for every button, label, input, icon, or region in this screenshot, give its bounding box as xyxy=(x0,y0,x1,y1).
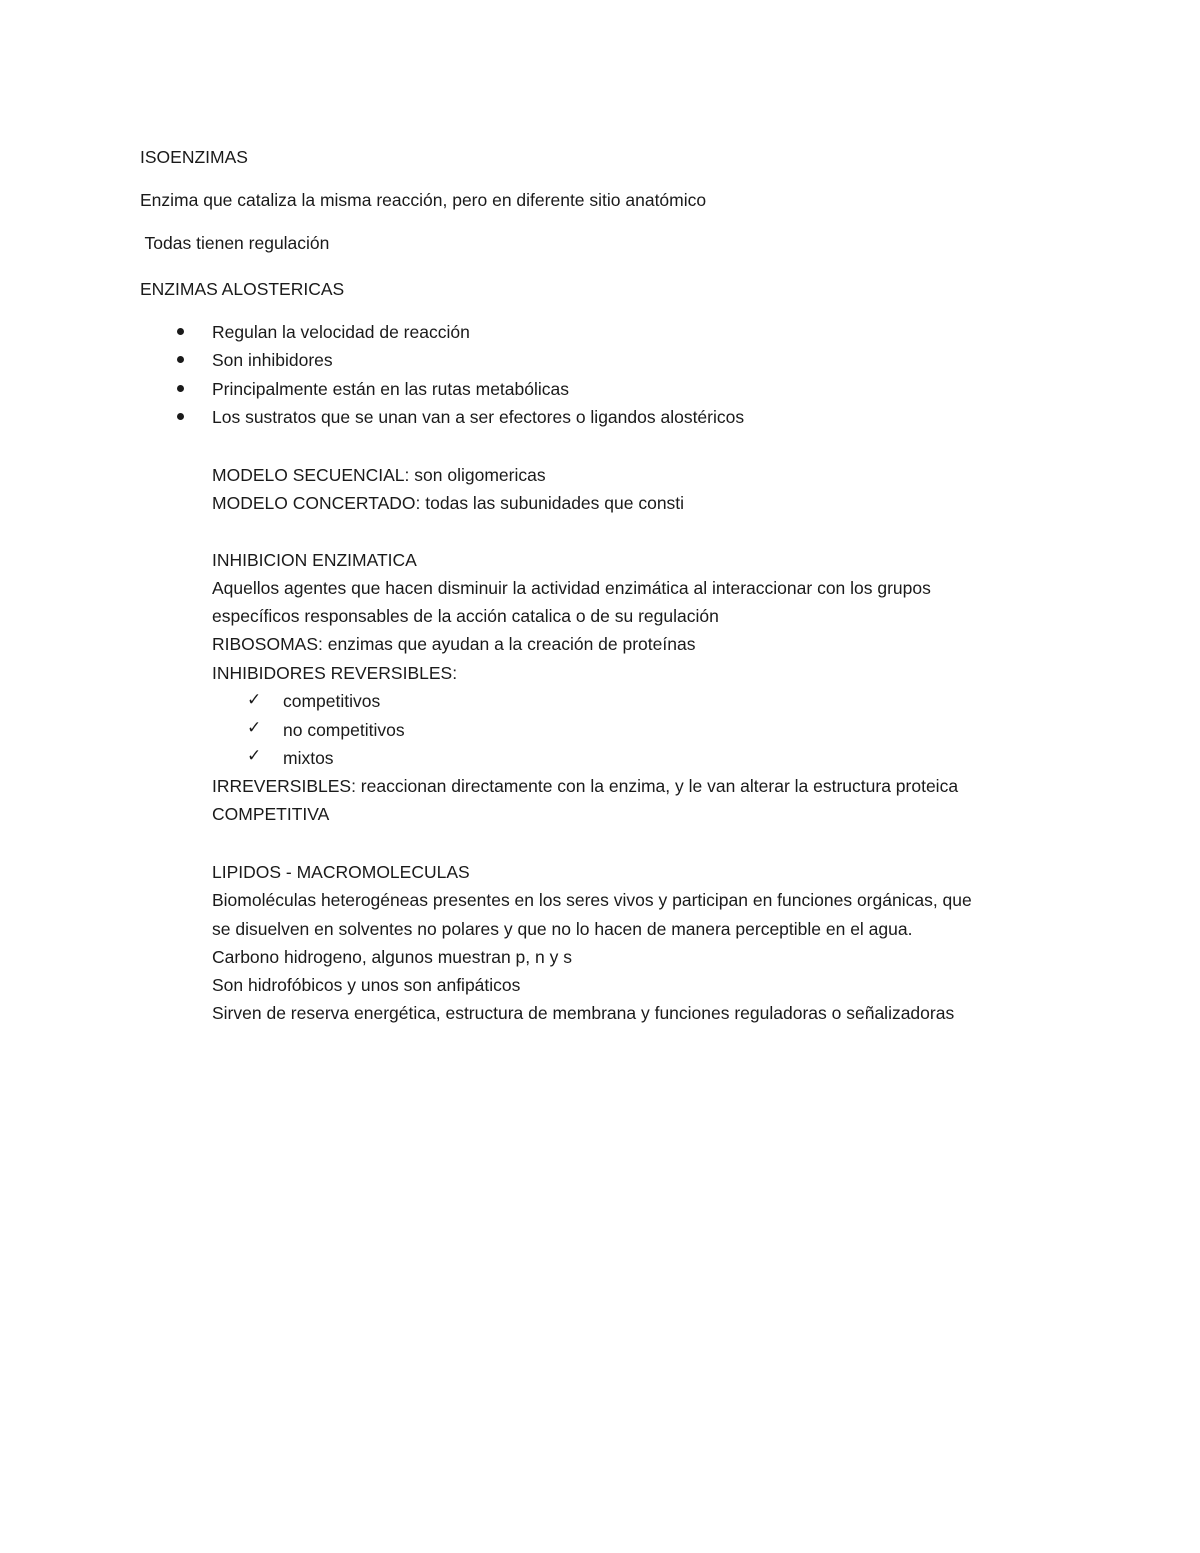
alostericas-bullet-1: Regulan la velocidad de reacción xyxy=(212,322,470,342)
ribosomas-line: RIBOSOMAS: enzimas que ayudan a la creación de proteínas xyxy=(212,634,696,654)
reversibles-item-1: competitivos xyxy=(283,691,381,711)
lipidos-line-5: Sirven de reserva energética, estructura de membrana y funciones reguladoras o señalizadoras xyxy=(212,1003,955,1023)
isoenzimas-regulation: Todas tienen regulación xyxy=(140,233,330,253)
alostericas-bullet-3: Principalmente están en las rutas metabólicas xyxy=(212,379,569,399)
lipidos-heading: LIPIDOS - MACROMOLECULAS xyxy=(212,862,470,882)
alostericas-bullet-2: Son inhibidores xyxy=(212,350,333,370)
checkmark-icon: ✓ xyxy=(247,690,262,710)
inhibicion-heading: INHIBICION ENZIMATICA xyxy=(212,550,417,570)
checkmark-icon: ✓ xyxy=(247,718,262,738)
checkmark-icon: ✓ xyxy=(247,746,262,766)
bullet-dot-icon xyxy=(177,356,184,363)
reversibles-item-3: mixtos xyxy=(283,748,334,768)
inhibicion-definition-line-1: Aquellos agentes que hacen disminuir la actividad enzimática al interaccionar con los grupos xyxy=(212,578,931,598)
bullet-dot-icon xyxy=(177,328,184,335)
bullet-dot-icon xyxy=(177,385,184,392)
lipidos-line-3: Carbono hidrogeno, algunos muestran p, n y s xyxy=(212,947,572,967)
irreversibles-line: IRREVERSIBLES: reaccionan directamente con la enzima, y le van alterar la estructura proteica xyxy=(212,776,959,796)
isoenzimas-heading: ISOENZIMAS xyxy=(140,147,248,167)
lipidos-line-2: se disuelven en solventes no polares y que no lo hacen de manera perceptible en el agua. xyxy=(212,919,913,939)
alostericas-heading: ENZIMAS ALOSTERICAS xyxy=(140,279,345,299)
isoenzimas-definition: Enzima que cataliza la misma reacción, pero en diferente sitio anatómico xyxy=(140,190,707,210)
lipidos-line-1: Biomoléculas heterogéneas presentes en los seres vivos y participan en funciones orgánicas, que xyxy=(212,890,972,910)
competitiva-line: COMPETITIVA xyxy=(212,804,330,824)
modelo-secuencial: MODELO SECUENCIAL: son oligomericas xyxy=(212,465,546,485)
inhibicion-definition-line-2: específicos responsables de la acción catalica o de su regulación xyxy=(212,606,719,626)
reversibles-heading: INHIBIDORES REVERSIBLES: xyxy=(212,663,458,683)
alostericas-bullet-4: Los sustratos que se unan van a ser efectores o ligandos alostéricos xyxy=(212,407,745,427)
lipidos-line-4: Son hidrofóbicos y unos son anfipáticos xyxy=(212,975,521,995)
modelo-concertado: MODELO CONCERTADO: todas las subunidades que consti xyxy=(212,493,685,513)
reversibles-item-2: no competitivos xyxy=(283,720,405,740)
bullet-dot-icon xyxy=(177,413,184,420)
